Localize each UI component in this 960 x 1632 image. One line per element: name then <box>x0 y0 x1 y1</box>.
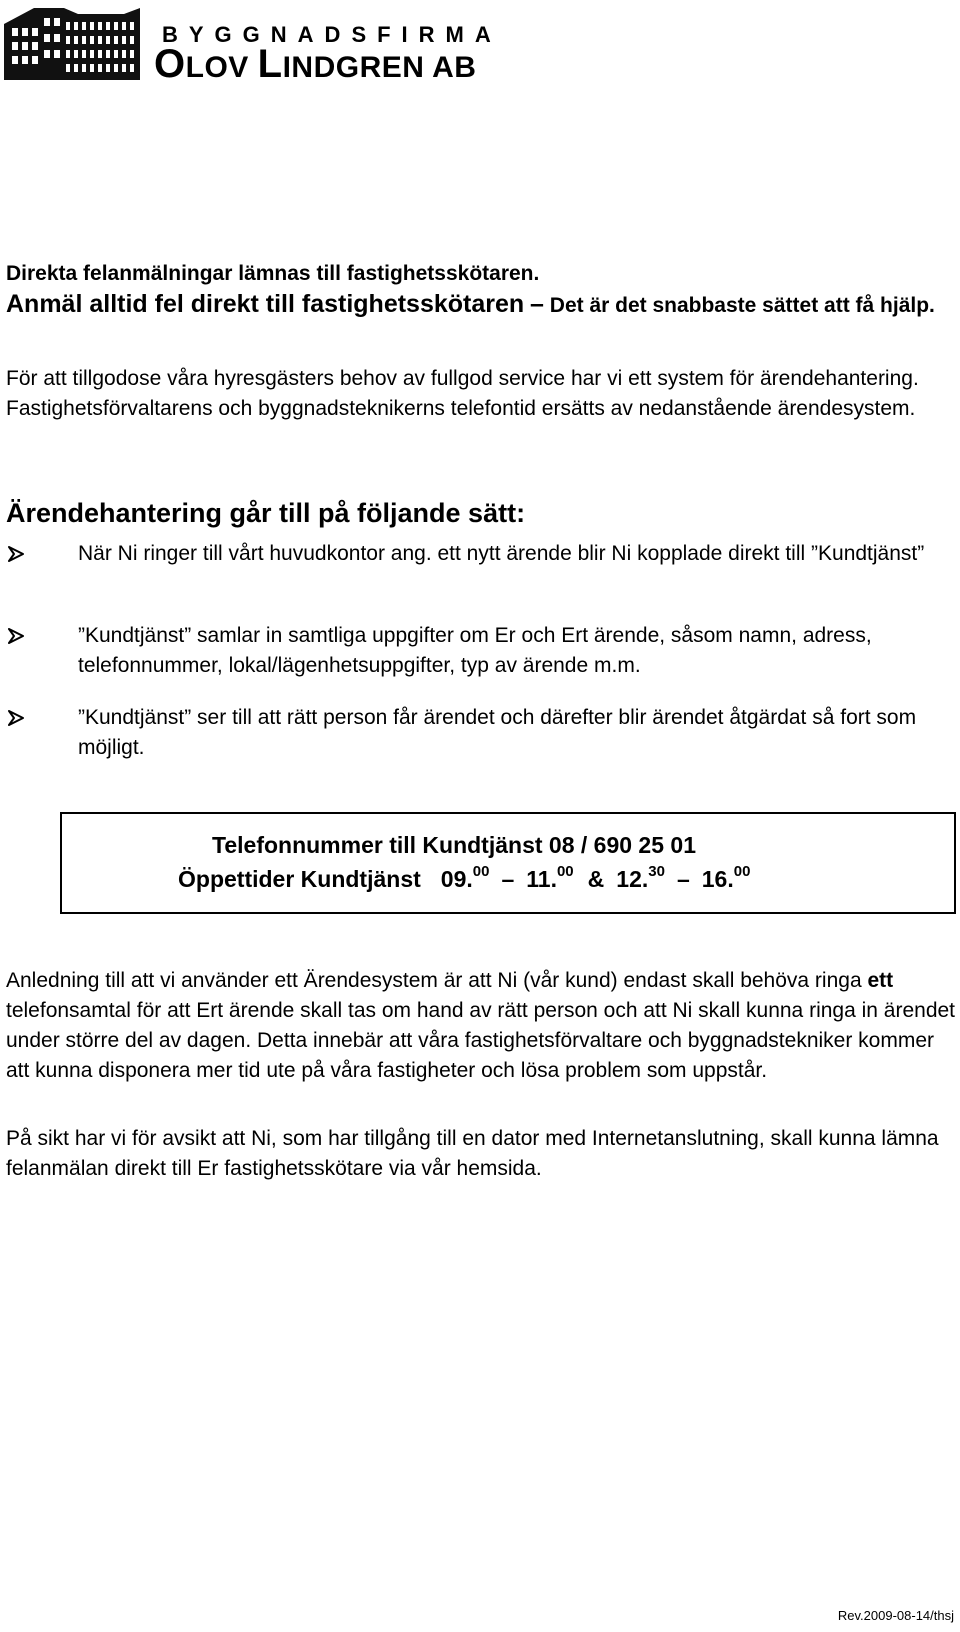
list-item-text: ”Kundtjänst” ser till att rätt person får ärendet och därefter blir ärendet åtgärdat så fort som möjligt. <box>78 706 917 759</box>
phone-number: Telefonnummer till Kundtjänst 08 / 690 25 01 <box>212 832 696 858</box>
section-heading: Ärendehantering går till på följande sätt: <box>6 498 526 528</box>
list-item <box>0 703 960 763</box>
reason-paragraph: Anledning till att vi använder ett Ärendesystem är att Ni (vår kund) endast skall behöva ringa ett telefonsamtal för att Ert ärende skall tas om hand av rätt person och att Ni skall kunna ringa in ärendet under större del av dagen. Detta innebär att våra fastighetsförvaltare och byggnadstekniker kommer att kunna disponera mer tid ute på våra fastigheter och lösa problem som uppstår. <box>6 969 956 1082</box>
arrow-bullet-icon <box>6 703 26 733</box>
arrow-bullet-icon <box>6 621 26 651</box>
future-paragraph: På sikt har vi för avsikt att Ni, som har tillgång till en dator med Internetanslutning, skall kunna lämna felanmälan direkt till Er fastighetsskötare via vår hemsida. <box>6 1127 939 1180</box>
revision-note: Rev.2009-08-14/thsj <box>837 1608 954 1623</box>
list-item-text: ”Kundtjänst” samlar in samtliga uppgifter om Er och Ert ärende, såsom namn, adress, telefonnummer, lokal/lägenhetsuppgifter, typ av ärende m.m. <box>78 624 872 677</box>
service-paragraph: För att tillgodose våra hyresgästers behov av fullgod service har vi ett system för ärendehantering. Fastighetsförvaltarens och byggnadsteknikerns telefontid ersätts av nedanstående ärendesystem. <box>6 367 919 420</box>
contact-box <box>60 812 956 914</box>
list-item <box>0 539 960 599</box>
opening-hours: Öppettider Kundtjänst 09.00 – 11.00 & 12.30 – 16.00 <box>178 863 751 892</box>
company-subtitle: BYGGNADSFIRMA <box>162 22 502 47</box>
intro-line: Direkta felanmälningar lämnas till fastighetsskötaren. <box>6 262 540 285</box>
list-item-text: När Ni ringer till vårt huvudkontor ang. ett nytt ärende blir Ni kopplade direkt till ”Kundtjänst” <box>78 542 925 565</box>
intro-notice: Anmäl alltid fel direkt till fastighetsskötaren – Det är det snabbaste sättet att få hjälp. <box>6 290 935 318</box>
building-facade-icon <box>4 4 140 80</box>
company-name: OLOV LINDGREN AB <box>154 42 477 86</box>
arrow-bullet-icon <box>6 539 26 569</box>
list-item <box>0 621 960 681</box>
